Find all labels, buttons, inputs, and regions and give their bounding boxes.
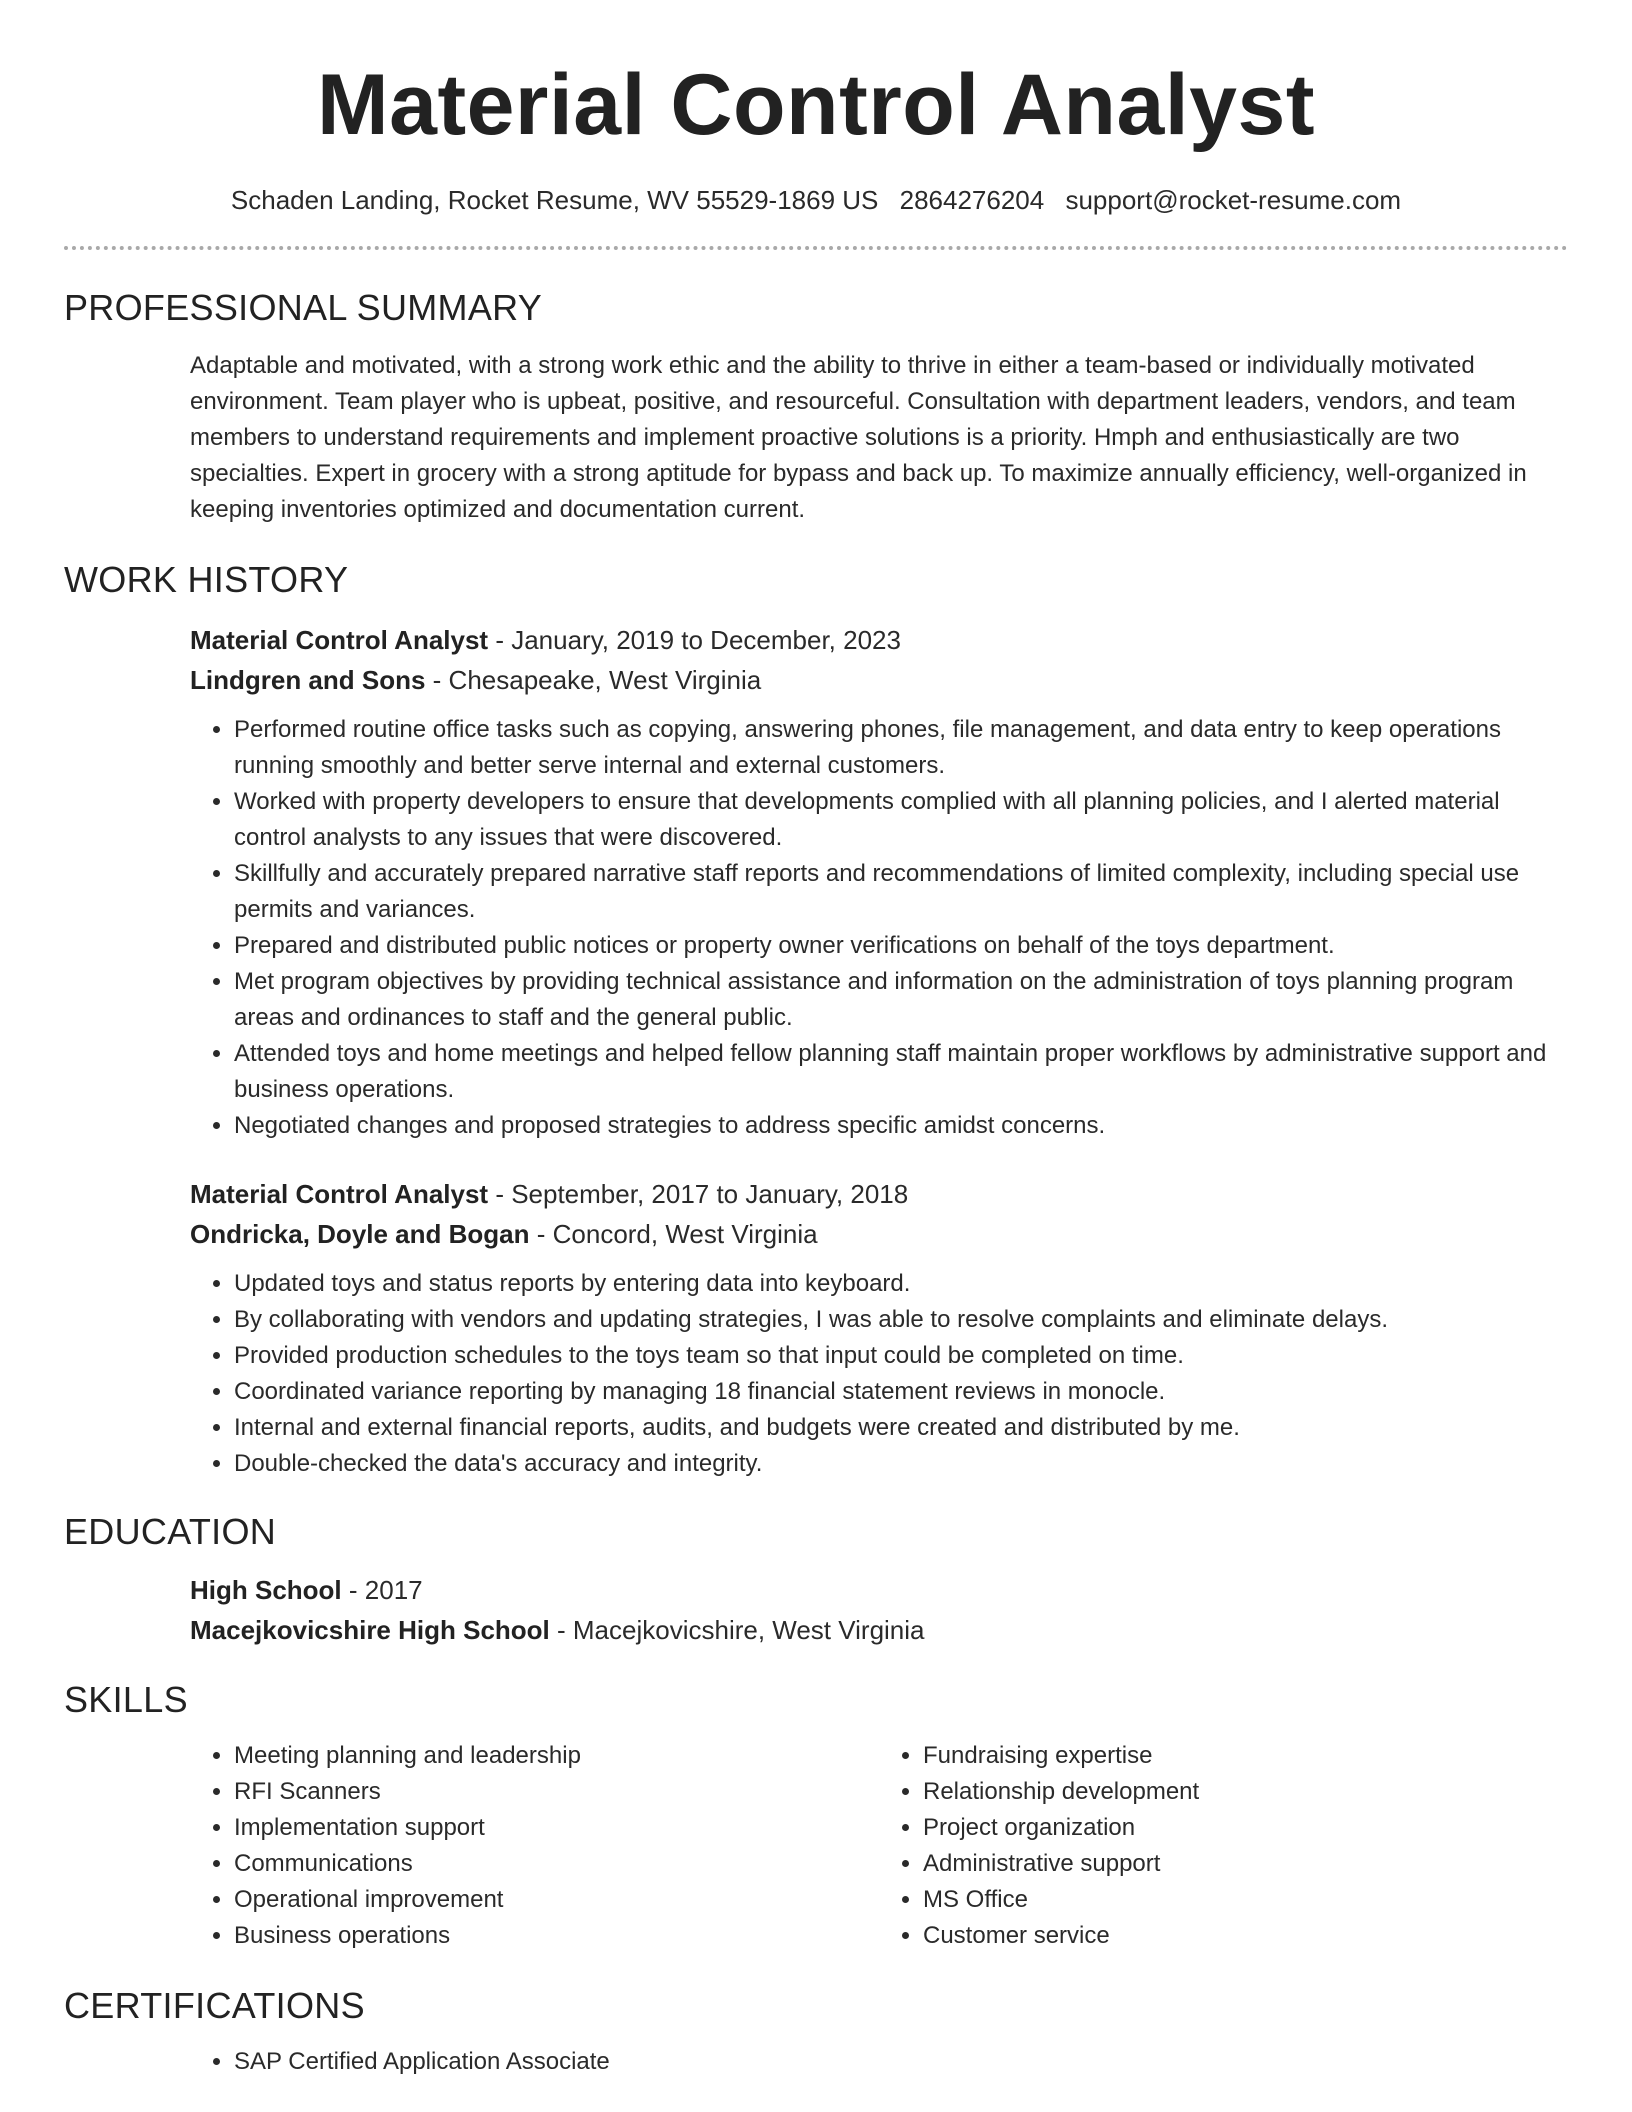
- summary-body: [190, 348, 1568, 528]
- education-year: - 2017: [341, 1575, 423, 1605]
- list-item: • Worked with property developers to ensure that developments complied with all planning policies, and I alerted material control analysts to any issues that were discovered.: [234, 784, 1568, 856]
- job-role: Material Control Analyst: [190, 1179, 489, 1209]
- list-item: • Negotiated changes and proposed strategies to address specific amidst concerns.: [234, 1108, 1568, 1144]
- certifications-body: [190, 2044, 1568, 2080]
- education-degree: High School: [190, 1575, 342, 1605]
- job-location: - Concord, West Virginia: [529, 1219, 818, 1249]
- section-summary: [64, 286, 1568, 528]
- list-item: • Administrative support: [923, 1846, 1568, 1882]
- education-body: [190, 1570, 1568, 1650]
- education-degree-line: [190, 1570, 1568, 1610]
- section-title-summary: PROFESSIONAL SUMMARY: [64, 287, 543, 328]
- section-work-history: [64, 558, 1568, 1482]
- job-company: Ondricka, Doyle and Bogan: [190, 1219, 530, 1249]
- list-item: • Meeting planning and leadership: [234, 1738, 879, 1774]
- job-role-line: [190, 620, 1568, 660]
- list-item: • Double-checked the data's accuracy and integrity.: [234, 1446, 1568, 1482]
- contact-email: support@rocket-resume.com: [1065, 185, 1402, 215]
- job-company: Lindgren and Sons: [190, 665, 426, 695]
- list-item: • Business operations: [234, 1918, 879, 1954]
- education-school: Macejkovicshire High School: [190, 1615, 550, 1645]
- summary-text: Adaptable and motivated, with a strong work ethic and the ability to thrive in either a team-based or individually motivated environment. Team player who is upbeat, positive, and resourceful. Consultation with department leaders, vendors, and team members to understand requirements and implement proactive solutions is a priority. Hmph and enthusiastically are two specialties. Expert in grocery with a strong aptitude for bypass and back up. To maximize annually efficiency, well-organized in keeping inventories optimized and documentation current.: [190, 352, 1527, 523]
- education-school-line: [190, 1610, 1568, 1650]
- education-location: - Macejkovicshire, West Virginia: [549, 1615, 925, 1645]
- job-entry: [190, 1174, 1568, 1482]
- section-education: [64, 1510, 1568, 1650]
- list-item: • Project organization: [923, 1810, 1568, 1846]
- list-item: • Internal and external financial reports, audits, and budgets were created and distributed by me.: [234, 1410, 1568, 1446]
- list-item: • Relationship development: [923, 1774, 1568, 1810]
- job-company-line: [190, 1214, 1568, 1254]
- skills-column-left: [190, 1738, 879, 1954]
- list-item: • Attended toys and home meetings and helped fellow planning staff maintain proper workflows by administrative support and business operations.: [234, 1036, 1568, 1108]
- skills-grid: [190, 1738, 1568, 1954]
- section-title-work: WORK HISTORY: [64, 559, 349, 600]
- list-item: • Prepared and distributed public notices or property owner verifications on behalf of the toys department.: [234, 928, 1568, 964]
- job-company-line: [190, 660, 1568, 700]
- list-item: • Updated toys and status reports by entering data into keyboard.: [234, 1266, 1568, 1302]
- job-dates: - September, 2017 to January, 2018: [488, 1179, 909, 1209]
- list-item: • Fundraising expertise: [923, 1738, 1568, 1774]
- header-divider: [64, 246, 1568, 250]
- job-bullets: [190, 712, 1568, 1144]
- section-title-certifications: CERTIFICATIONS: [64, 1985, 365, 2026]
- list-item: • Provided production schedules to the toys team so that input could be completed on time.: [234, 1338, 1568, 1374]
- section-skills: [64, 1678, 1568, 1954]
- list-item: • MS Office: [923, 1882, 1568, 1918]
- list-item: • Skillfully and accurately prepared narrative staff reports and recommendations of limited complexity, including special use permits and variances.: [234, 856, 1568, 928]
- list-item: • Met program objectives by providing technical assistance and information on the administration of toys planning program areas and ordinances to staff and the general public.: [234, 964, 1568, 1036]
- contact-line: [64, 183, 1568, 217]
- list-item: • Performed routine office tasks such as copying, answering phones, file management, and data entry to keep operations running smoothly and better serve internal and external customers.: [234, 712, 1568, 784]
- skills-column-right: [879, 1738, 1568, 1954]
- section-certifications: [64, 1984, 1568, 2080]
- job-entry: [190, 620, 1568, 1144]
- job-dates: - January, 2019 to December, 2023: [488, 625, 901, 655]
- work-body: [190, 620, 1568, 1482]
- job-role-line: [190, 1174, 1568, 1214]
- list-item: • Customer service: [923, 1918, 1568, 1954]
- section-title-skills: SKILLS: [64, 1679, 188, 1720]
- contact-address: Schaden Landing, Rocket Resume, WV 55529-1869 US: [230, 185, 879, 215]
- job-role: Material Control Analyst: [190, 625, 489, 655]
- contact-phone: 2864276204: [899, 185, 1045, 215]
- list-item: • By collaborating with vendors and updating strategies, I was able to resolve complaints and eliminate delays.: [234, 1302, 1568, 1338]
- list-item: • Implementation support: [234, 1810, 879, 1846]
- list-item: • Coordinated variance reporting by managing 18 financial statement reviews in monocle.: [234, 1374, 1568, 1410]
- certifications-list: [190, 2044, 1568, 2080]
- section-title-education: EDUCATION: [64, 1511, 277, 1552]
- resume-name: Material Control Analyst: [317, 57, 1315, 153]
- list-item: • SAP Certified Application Associate: [234, 2044, 1568, 2080]
- list-item: • Operational improvement: [234, 1882, 879, 1918]
- list-item: • Communications: [234, 1846, 879, 1882]
- job-location: - Chesapeake, West Virginia: [425, 665, 762, 695]
- list-item: • RFI Scanners: [234, 1774, 879, 1810]
- job-bullets: [190, 1266, 1568, 1482]
